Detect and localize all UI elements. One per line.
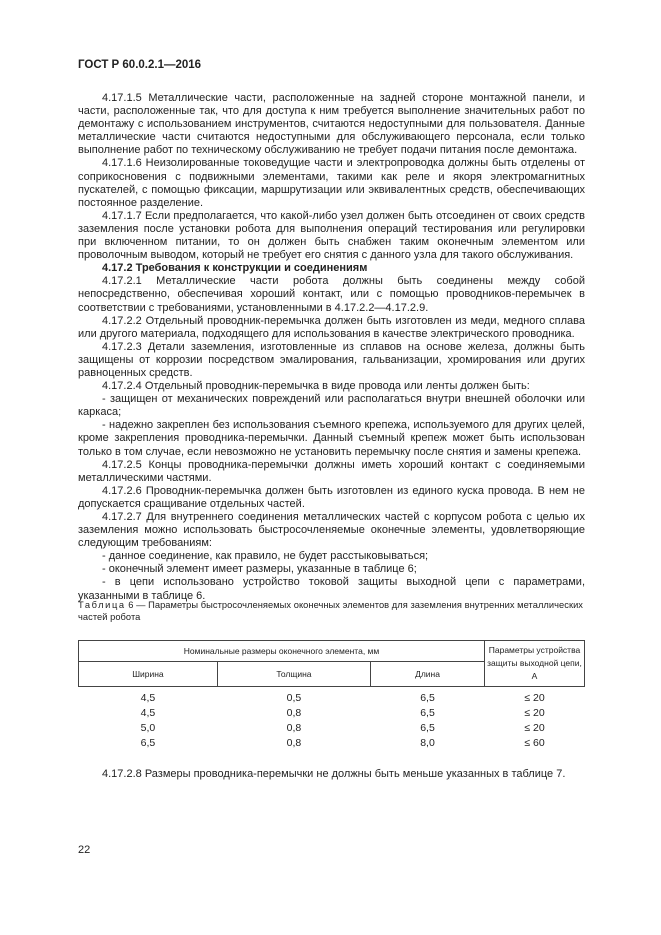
cell-width: 5,0: [140, 721, 156, 734]
paragraph: 4.17.2.4 Отдельный проводник-перемычка в виде провода или ленты должен быть:: [102, 380, 530, 393]
column-header-width: Ширина: [79, 662, 218, 687]
list-item: - в цепи использовано устройство токовой защиты выходной цепи с параметрами, указанными в таблице 6.: [78, 576, 585, 602]
column-header-length: Длина: [371, 662, 485, 687]
paragraph: 4.17.2.3 Детали заземления, изготовленные из сплавов на основе железа, должны быть защищены от коррозии посредством эмалирования, гальванизации, хромирования или других равноценных средств.: [78, 340, 585, 379]
table-row: [79, 735, 585, 750]
list-item: - защищен от механических повреждений или располагаться внутри внешней оболочки или каркаса;: [78, 393, 585, 419]
table-row: [79, 720, 585, 735]
list-item: - данное соединение, как правило, не будет расстыковываться;: [102, 550, 429, 563]
document-header: ГОСТ Р 60.0.2.1—2016: [78, 59, 202, 71]
list-item: - надежно закреплен без использования съемного крепежа, используемого для других целей, кроме закрепления проводника-перемычки. Данный съемный крепеж может быть использован только в том случае, если невозможно не установить перемычку после снятия и замены крепежа.: [78, 419, 585, 458]
column-header-thickness: Толщина: [217, 662, 370, 687]
paragraph: 4.17.2.1 Металлические части робота должны быть соединены между собой непосредственно, обеспечивая хороший контакт, или с помощью проводников-перемычек в соответствии с требованиями, установленными в 4.17.2.2—4.17.2.9.: [78, 275, 585, 314]
cell-length: 8,0: [420, 736, 435, 749]
table-caption: [78, 599, 585, 623]
table-label: Таблица: [78, 600, 126, 610]
table-row: [79, 705, 585, 720]
cell-length: 6,5: [420, 706, 435, 719]
body-text: [78, 92, 585, 603]
group-header: Номинальные размеры оконечного элемента, мм: [79, 641, 485, 662]
paragraph: 4.17.2.2 Отдельный проводник-перемычка должен быть изготовлен из меди, медного сплава или другого материала, подходящего для использования в качестве электрического проводника.: [78, 314, 585, 340]
cell-width: 4,5: [140, 691, 156, 704]
paragraph: 4.17.2.7 Для внутреннего соединения металлических частей с корпусом робота с целью их заземления можно использовать быстросочленяемые оконечные элементы, удовлетворяющие следующим требованиям:: [78, 511, 585, 550]
terminal-parameters-table: [78, 640, 585, 750]
cell-params: ≤ 20: [524, 721, 545, 734]
paragraph: 4.17.1.7 Если предполагается, что какой-либо узел должен быть отсоединен от своих средств заземления после установки робота для выполнения операций тестирования или регулировки при включенном питании, то он должен быть снабжен таким оконечным элементом или проволочным выводом, который не требует его снятия с данного узла для такого обслуживания.: [78, 209, 585, 262]
section-heading: 4.17.2 Требования к конструкции и соединениям: [102, 262, 368, 275]
list-item: - оконечный элемент имеет размеры, указанные в таблице 6;: [102, 563, 417, 576]
cell-params: ≤ 60: [524, 736, 545, 749]
footer-paragraph: 4.17.2.8 Размеры проводника-перемычки не должны быть меньше указанных в таблице 7.: [102, 768, 566, 780]
cell-thickness: 0,8: [286, 736, 302, 749]
cell-thickness: 0,5: [286, 691, 302, 704]
cell-thickness: 0,8: [286, 721, 302, 734]
paragraph: 4.17.2.5 Концы проводника-перемычки должны иметь хороший контакт с соединяемыми металлическими частями.: [78, 458, 585, 484]
paragraph: 4.17.1.5 Металлические части, расположенные на задней стороне монтажной панели, и части, расположенные так, что для доступа к ним требуется выполнение значительных работ по демонтажу с использованием инструментов, считаются недоступными для пользователя. Данные металлические части считаются недоступными для обслуживающего персонала, если только выполнение работ по техническому обслуживанию не требует подачи питания после демонтажа.: [78, 92, 585, 157]
paragraph: 4.17.2.6 Проводник-перемычка должен быть изготовлен из единого куска провода. В нем не допускается сращивание отдельных частей.: [78, 484, 585, 510]
cell-width: 4,5: [140, 706, 156, 719]
cell-length: 6,5: [420, 691, 435, 704]
cell-params: ≤ 20: [524, 706, 545, 719]
paragraph: 4.17.1.6 Неизолированные токоведущие части и электропроводка должны быть отделены от соприкосновения с подвижными элементами, такими как реле и якоря электромагнитных пускателей, с помощью фиксации, маршрутизации или эквивалентных средств, обеспечивающих постоянное разделение.: [78, 157, 585, 209]
cell-width: 6,5: [140, 736, 156, 749]
table-caption-text: 6 — Параметры быстросочленяемых оконечных элементов для заземления внутренних металлических частей робота: [78, 600, 584, 622]
cell-length: 6,5: [420, 721, 435, 734]
page-number: 22: [78, 844, 91, 856]
cell-params: ≤ 20: [524, 691, 545, 704]
column-header-params: Параметры устройства защиты выходной цепи, А: [485, 641, 585, 687]
cell-thickness: 0,8: [286, 706, 302, 719]
table-row: [79, 687, 585, 706]
